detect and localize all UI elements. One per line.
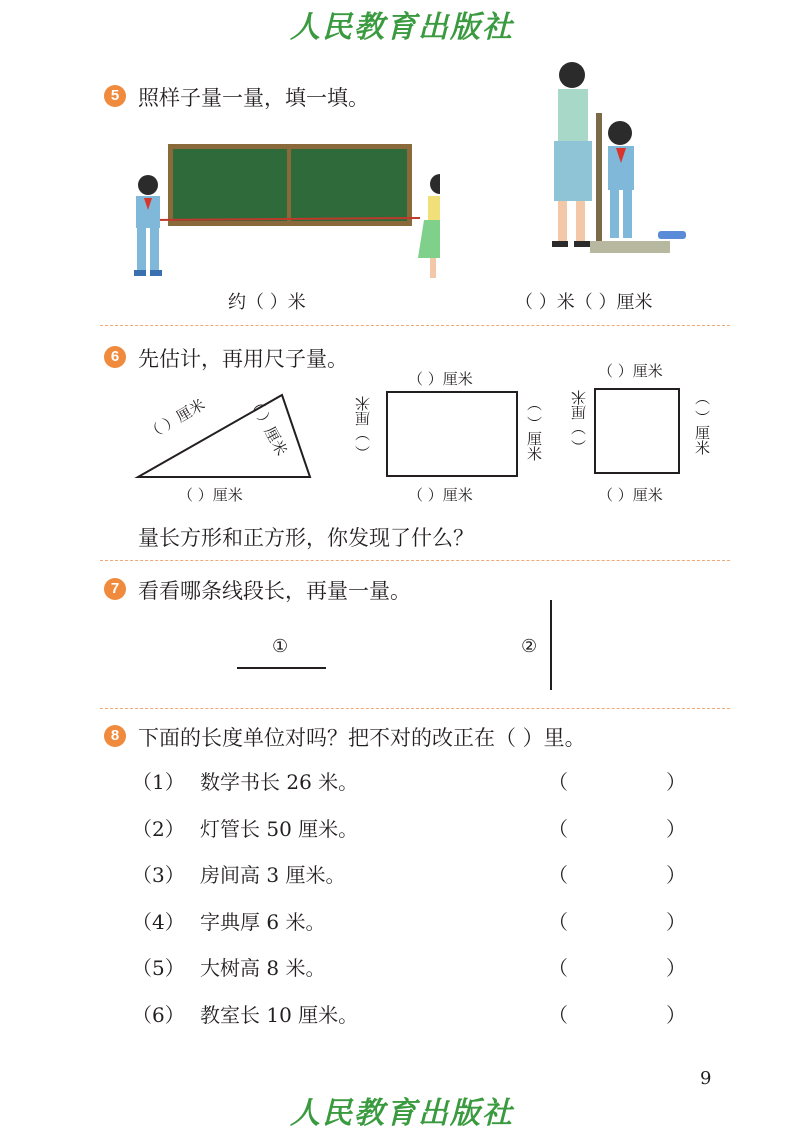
item-text: 字典厚 6 米。 xyxy=(200,909,326,934)
list-item xyxy=(132,906,692,953)
answer-paren-close[interactable]: ） xyxy=(666,863,686,887)
height-measure-illustration xyxy=(540,55,700,255)
rectangle-left-label[interactable]: （ ）厘米 xyxy=(354,396,372,461)
list-item xyxy=(132,999,692,1046)
answer-paren-open[interactable]: （ xyxy=(548,956,568,980)
item-index: （5） xyxy=(132,956,185,980)
item-index: （2） xyxy=(132,816,185,841)
item-text: 大树高 8 米。 xyxy=(200,956,326,980)
rectangle-bottom-label[interactable]: （ ）厘米 xyxy=(408,486,473,504)
question-5-title: 照样子量一量，填一填。 xyxy=(138,86,369,110)
list-item xyxy=(132,952,692,999)
answer-blank-board[interactable]: 约（ ）米 xyxy=(228,292,306,313)
separator xyxy=(100,560,730,561)
question-8-badge: 8 xyxy=(104,725,126,747)
question-6-title: 先估计，再用尺子量。 xyxy=(138,347,348,371)
publisher-footer: 人民教育出版社 xyxy=(290,1096,514,1131)
segment-1-line xyxy=(237,667,326,669)
list-item xyxy=(132,859,692,906)
rectangle-shape xyxy=(380,385,525,483)
separator xyxy=(100,708,730,709)
answer-paren-close[interactable]: ） xyxy=(666,909,686,934)
rectangle-right-label[interactable]: （ ）厘米 xyxy=(525,396,543,461)
answer-paren-open[interactable]: （ xyxy=(548,770,568,794)
answer-paren-open[interactable]: （ xyxy=(548,1002,568,1027)
triangle-left-label[interactable]: （ ）厘米 xyxy=(143,395,209,444)
list-item xyxy=(132,813,692,860)
square-top-label[interactable]: （ ）厘米 xyxy=(598,362,663,380)
question-7-title: 看看哪条线段长，再量一量。 xyxy=(138,579,411,603)
answer-paren-open[interactable]: （ xyxy=(548,909,568,934)
question-5-badge: 5 xyxy=(104,85,126,107)
item-index: （6） xyxy=(132,1002,185,1027)
item-text: 灯管长 50 厘米。 xyxy=(200,816,359,841)
question-8-title: 下面的长度单位对吗？把不对的改正在（ ）里。 xyxy=(138,726,586,750)
question-6-badge: 6 xyxy=(104,346,126,368)
rectangle-top-label[interactable]: （ ）厘米 xyxy=(408,370,473,388)
item-text: 数学书长 26 米。 xyxy=(200,770,359,794)
answer-paren-close[interactable]: ） xyxy=(666,1002,686,1027)
item-index: （3） xyxy=(132,863,185,887)
item-index: （1） xyxy=(132,770,185,794)
answer-paren-close[interactable]: ） xyxy=(666,956,686,980)
square-bottom-label[interactable]: （ ）厘米 xyxy=(598,486,663,504)
square-left-label[interactable]: （ ）厘米 xyxy=(570,390,588,455)
square-shape xyxy=(588,382,686,480)
page-number: 9 xyxy=(700,1068,712,1089)
answer-paren-open[interactable]: （ xyxy=(548,863,568,887)
item-text: 房间高 3 厘米。 xyxy=(200,863,346,887)
segment-2-label: ② xyxy=(521,636,538,657)
item-text: 教室长 10 厘米。 xyxy=(200,1002,359,1027)
square-right-label[interactable]: （ ）厘米 xyxy=(693,390,711,455)
segment-1-label: ① xyxy=(272,636,289,657)
answer-paren-close[interactable]: ） xyxy=(666,816,686,841)
unit-check-list xyxy=(132,766,692,1045)
triangle-bottom-label[interactable]: （ ）厘米 xyxy=(178,486,243,504)
question-7-badge: 7 xyxy=(104,578,126,600)
segment-2-line xyxy=(550,600,552,690)
answer-paren-open[interactable]: （ xyxy=(548,816,568,841)
list-item xyxy=(132,766,692,813)
answer-blank-height[interactable]: （ ）米（ ）厘米 xyxy=(515,292,653,313)
blackboard-illustration xyxy=(120,140,440,290)
item-index: （4） xyxy=(132,909,185,934)
triangle-right-label[interactable]: （ ）厘米 xyxy=(244,392,291,459)
separator xyxy=(100,325,730,326)
question-6-discovery: 量长方形和正方形，你发现了什么？ xyxy=(138,526,474,550)
answer-paren-close[interactable]: ） xyxy=(666,770,686,794)
publisher-header: 人民教育出版社 xyxy=(290,10,514,45)
